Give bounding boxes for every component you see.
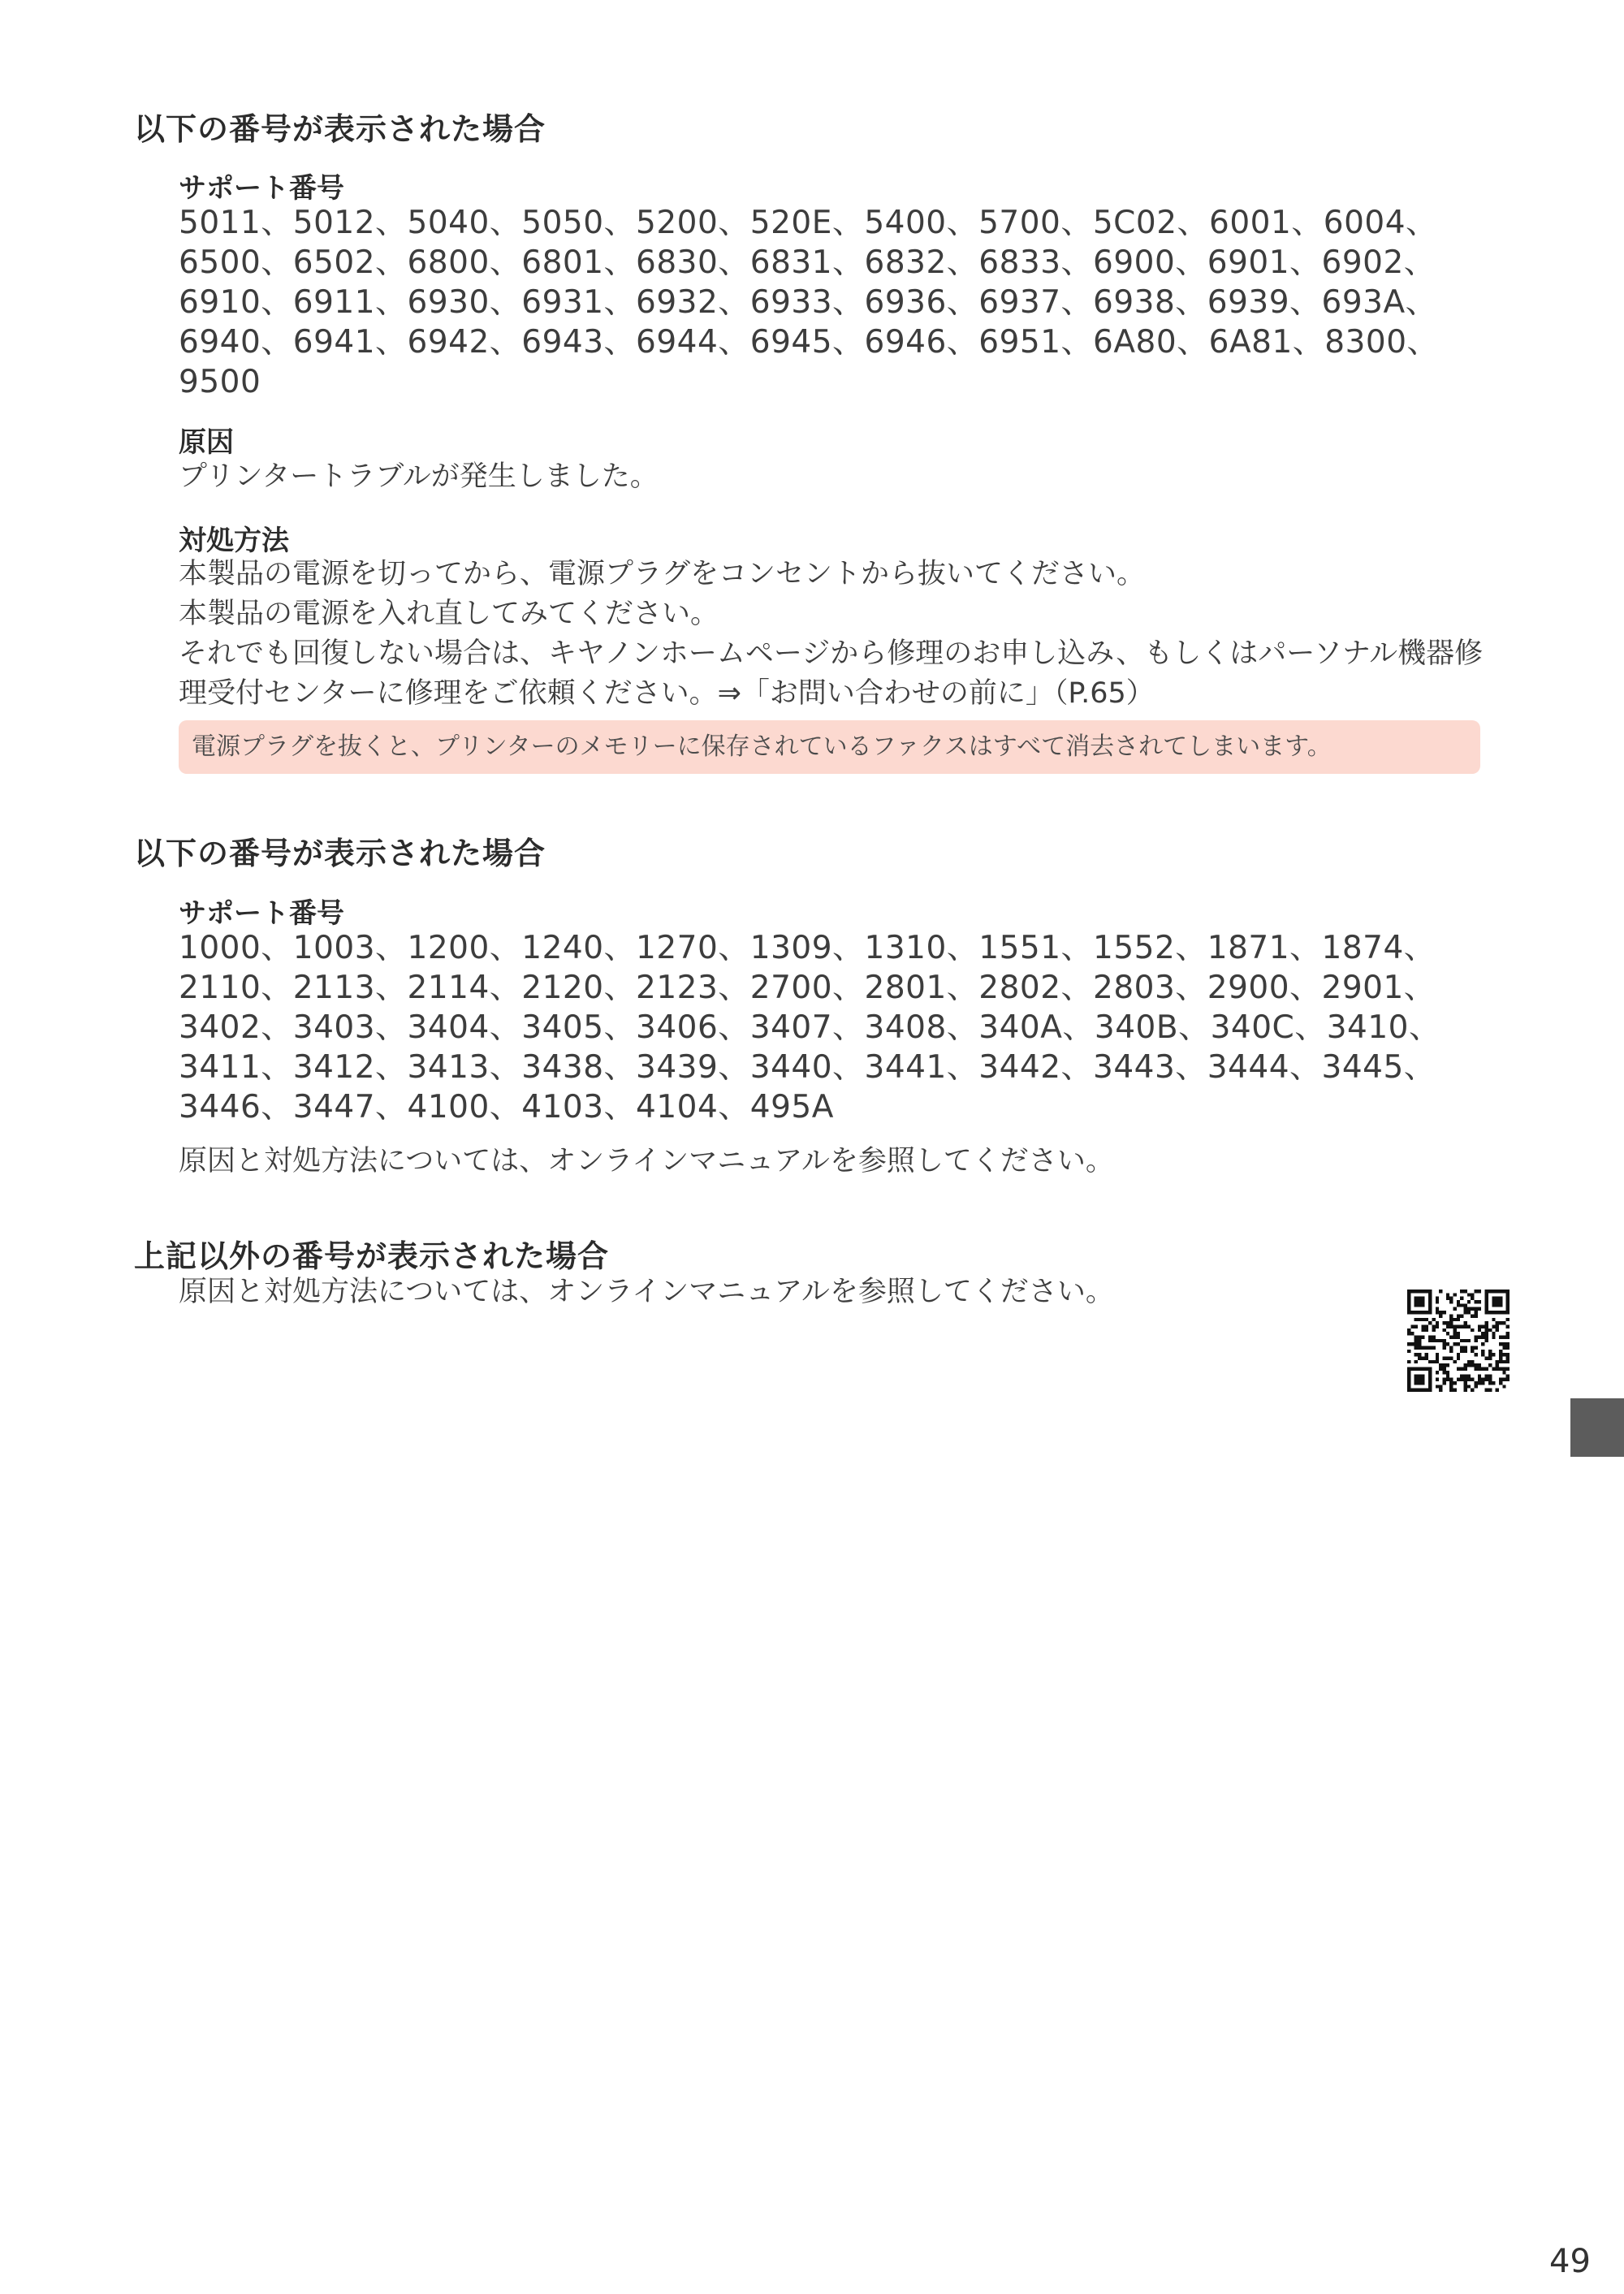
remedy-line: 理受付センターに修理をご依頼ください。⇒「お問い合わせの前に」（P.65） xyxy=(179,677,1155,710)
index-tab-mark xyxy=(1570,1398,1624,1457)
qr-code-icon[interactable] xyxy=(1407,1290,1510,1392)
code-line: 3402、3403、3404、3405、3406、3407、3408、340A、340B、340C、3410、 xyxy=(179,1009,1441,1046)
remedy-line: 本製品の電源を切ってから、電源プラグをコンセントから抜いてください。 xyxy=(179,558,1146,590)
code-line: 5011、5012、5040、5050、5200、520E、5400、5700、5C02、6001、6004、 xyxy=(179,205,1438,241)
section2-code-list xyxy=(179,928,1494,1127)
remedy-line: それでも回復しない場合は、キヤノンホームページから修理のお申し込み、もしくはパーソナル機器修 xyxy=(179,637,1484,670)
code-line: 1000、1003、1200、1240、1270、1309、1310、1551、1552、1871、1874、 xyxy=(179,930,1436,966)
section1-cause-text: プリンタートラブルが発生しました。 xyxy=(179,460,659,493)
section2-heading: 以下の番号が表示された場合 xyxy=(134,836,546,871)
section1-remedy-text xyxy=(179,555,1483,714)
section2-note: 原因と対処方法については、オンラインマニュアルを参照してください。 xyxy=(179,1145,1114,1177)
section3-note: 原因と対処方法については、オンラインマニュアルを参照してください。 xyxy=(179,1276,1114,1308)
code-line: 2110、2113、2114、2120、2123、2700、2801、2802、2803、2900、2901、 xyxy=(179,970,1436,1006)
section1-cause-label: 原因 xyxy=(179,426,234,459)
section1-code-list xyxy=(179,203,1494,402)
page-number: 49 xyxy=(1549,2243,1591,2280)
code-line: 3411、3412、3413、3438、3439、3440、3441、3442、3443、3444、3445、 xyxy=(179,1049,1436,1086)
code-line: 6940、6941、6942、6943、6944、6945、6946、6951、6A80、6A81、8300、 xyxy=(179,324,1440,361)
code-line: 6500、6502、6800、6801、6830、6831、6832、6833、6900、6901、6902、 xyxy=(179,244,1436,281)
section1-support-label: サポート番号 xyxy=(179,172,344,205)
code-line: 3446、3447、4100、4103、4104、495A xyxy=(179,1089,834,1125)
code-line: 9500 xyxy=(179,364,261,400)
warning-notice: 電源プラグを抜くと、プリンターのメモリーに保存されているファクスはすべて消去されてしまいます。 xyxy=(179,720,1480,774)
section2-support-label: サポート番号 xyxy=(179,897,344,930)
remedy-line: 本製品の電源を入れ直してみてください。 xyxy=(179,598,719,630)
section1-remedy-label: 対処方法 xyxy=(179,525,289,557)
code-line: 6910、6911、6930、6931、6932、6933、6936、6937、6938、6939、693A、 xyxy=(179,284,1438,321)
section3-heading: 上記以外の番号が表示された場合 xyxy=(134,1238,610,1274)
section1-heading: 以下の番号が表示された場合 xyxy=(134,111,546,147)
